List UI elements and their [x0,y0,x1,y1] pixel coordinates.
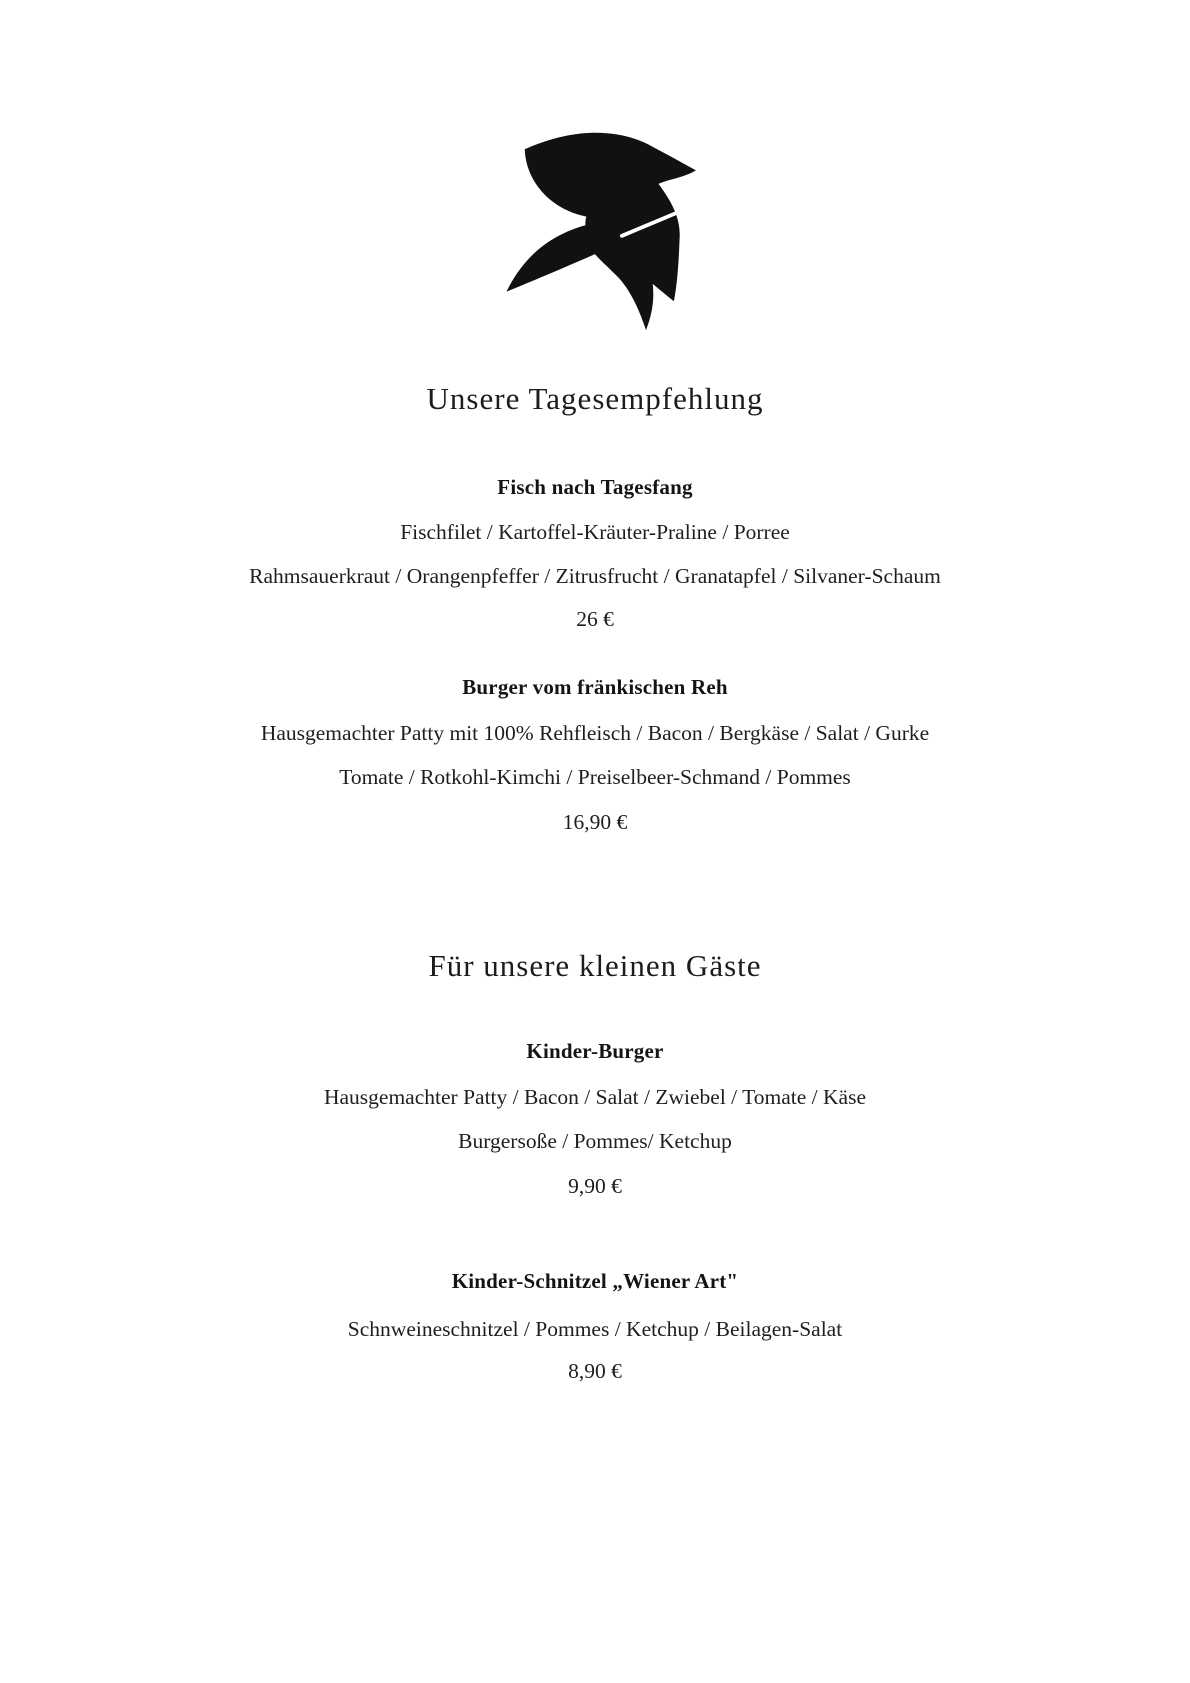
swallow-logo-icon [489,130,701,332]
dish-price: 9,90 € [568,1174,622,1198]
dish-price: 8,90 € [568,1359,622,1383]
dish-description-line: Tomate / Rotkohl-Kimchi / Preiselbeer-Schmand / Pommes [339,765,851,789]
swallow-body-shape [507,133,696,330]
dish-description-line: Hausgemachter Patty / Bacon / Salat / Zwiebel / Tomate / Käse [323,1085,866,1109]
dish-title: Kinder-Burger [526,1039,664,1063]
dish-title: Fisch nach Tagesfang [497,475,693,499]
dish-price: 16,90 € [562,810,628,834]
section-heading: Unsere Tagesempfehlung [426,381,764,416]
dish-title: Kinder-Schnitzel „Wiener Art" [451,1269,739,1293]
dish-description-line: Burgersoße / Pommes/ Ketchup [458,1129,732,1153]
dish-title: Burger vom fränkischen Reh [462,675,728,699]
dish-description-line: Schnweineschnitzel / Pommes / Ketchup / Beilagen-Salat [347,1317,843,1341]
section-heading: Für unsere kleinen Gäste [428,948,762,983]
dish-description-line: Fischfilet / Kartoffel-Kräuter-Praline / Porree [400,520,790,544]
dish-price: 26 € [576,607,614,631]
dish-description-line: Rahmsauerkraut / Orangenpfeffer / Zitrusfrucht / Granatapfel / Silvaner-Schaum [249,564,941,588]
dish-description-line: Hausgemachter Patty mit 100% Rehfleisch / Bacon / Bergkäse / Salat / Gurke [260,721,930,745]
